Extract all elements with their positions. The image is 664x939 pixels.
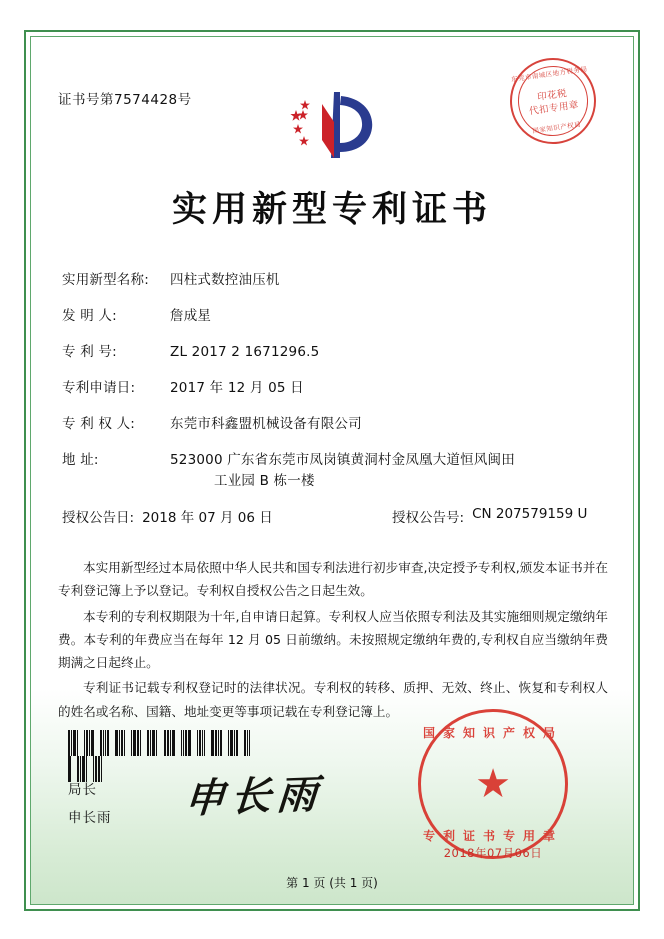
paragraph-2: 本专利的专利权期限为十年,自申请日起算。专利权人应当依照专利法及其实施细则规定缴纳年费。本专利的年费应当在每年 12 月 05 日前缴纳。未按照规定缴纳年费的,专利权自应当缴纳年费期满之日起终止。 xyxy=(58,608,608,671)
field-label-name: 实用新型名称: xyxy=(62,272,149,288)
field-label-address: 地 址: xyxy=(62,451,99,468)
tax-stamp-line1: 印花税 xyxy=(536,88,568,104)
legal-paragraphs xyxy=(58,556,608,725)
announcement-number-group xyxy=(392,506,604,526)
official-seal-arc-top: 国家知识产权局 xyxy=(422,726,563,740)
field-label-inventor: 发 明 人: xyxy=(62,307,117,324)
tax-stamp xyxy=(504,52,601,149)
announcement-date-label: 授权公告日: xyxy=(62,510,135,527)
field-value-inventor: 詹成星 xyxy=(170,307,212,324)
official-seal-arc-bottom: 专利证书专用章 xyxy=(422,829,563,843)
field-value-name: 四柱式数控油压机 xyxy=(170,272,280,288)
seal-star-icon: ★ xyxy=(475,761,511,807)
field-label-patentee: 专 利 权 人: xyxy=(62,415,136,432)
announcement-number-label: 授权公告号: xyxy=(392,510,465,527)
sipo-logo-icon xyxy=(278,88,388,163)
field-list xyxy=(62,270,604,540)
announcement-date-group xyxy=(62,506,392,526)
tax-stamp-line2: 代扣专用章 xyxy=(528,99,580,118)
handwritten-signature: 申长雨 xyxy=(182,770,325,823)
address-line-2: 工业园 B 栋一楼 xyxy=(214,472,315,489)
official-seal xyxy=(418,709,568,859)
field-label-patent-number: 专 利 号: xyxy=(62,343,117,360)
announcement-number-value: CN 207579159 U xyxy=(472,506,588,523)
barcode xyxy=(68,730,253,756)
field-value-patentee: 东莞市科鑫盟机械设备有限公司 xyxy=(170,415,362,432)
tax-stamp-arc-bottom: 国家知识产权局 xyxy=(531,120,582,135)
field-row-name xyxy=(62,270,604,291)
signatory-title: 局长 xyxy=(68,782,97,798)
seal-date: 2018年07月06日 xyxy=(443,846,543,860)
paragraph-1: 本实用新型经过本局依照中华人民共和国专利法进行初步审查,决定授予专利权,颁发本证书并在专利登记簿上予以登记。专利权自授权公告之日起生效。 xyxy=(58,560,608,599)
field-value-address xyxy=(170,450,604,492)
field-row-inventor xyxy=(62,306,604,327)
announcement-date-value: 2018 年 07 月 06 日 xyxy=(142,510,273,527)
field-value-application-date: 2017 年 12 月 05 日 xyxy=(170,379,304,396)
field-value-patent-number: ZL 2017 2 1671296.5 xyxy=(170,343,320,360)
field-row-address xyxy=(62,450,604,492)
announcement-row xyxy=(62,506,604,526)
page-title: 实用新型专利证书 xyxy=(171,189,492,230)
address-line-1: 523000 广东省东莞市凤岗镇黄洞村金凤凰大道恒风闽田 xyxy=(170,451,515,468)
paragraph-3: 专利证书记载专利权登记时的法律状况。专利权的转移、质押、无效、终止、恢复和专利权人的姓名或名称、国籍、地址变更等事项记载在专利登记簿上。 xyxy=(58,680,608,719)
certificate-number: 证书号第7574428号 xyxy=(58,92,192,108)
signatory-name: 申长雨 xyxy=(68,810,112,826)
field-row-patentee xyxy=(62,414,604,435)
tax-stamp-arc-top: 东莞市南城区地方税务局 xyxy=(510,64,588,84)
field-label-application-date: 专利申请日: xyxy=(62,379,136,396)
page-number: 第 1 页 (共 1 页) xyxy=(286,876,378,890)
field-row-patent-number xyxy=(62,342,604,363)
field-row-application-date xyxy=(62,378,604,399)
